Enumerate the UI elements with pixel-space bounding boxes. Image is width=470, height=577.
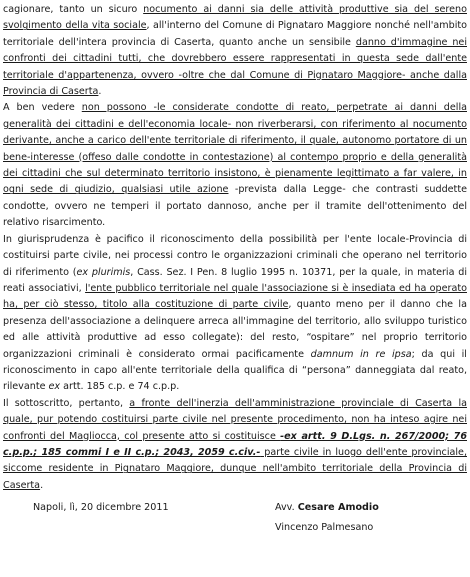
paragraph-jurisprudence	[3, 232, 467, 396]
underlined-text: danno d'immagine nei confronti dei cittadini tutti, che dovrebbero essere rappresentati in questa sede dall'ente territoriale d'appartenenza, ovvero -oltre che dal Comune di Pignataro Maggiore- anche dalla Provincia di Caserta	[3, 36, 467, 98]
text: , Cass. Sez. I Pen. 8 luglio 1995 n. 10371, per la quale, in materia di reati associativi,	[3, 266, 467, 294]
lawyer-signature	[275, 500, 379, 516]
text: -prevista dalla Legge- che contrasti suddette condotte, ovvero ne temperi il portato dannoso, anche per il tramite dell'ottenimento del relativo risarcimento.	[3, 184, 467, 229]
text: , quanto meno per il danno che la presenza dell'associazione a delinquere arreca all'immagine del territorio, allo sviluppo turistico ed alle attività produttive ad esso collegate): del resto, “ospitare” nel proprio territorio organizzazioni criminali è considerato ormai pacificamente	[3, 299, 467, 360]
text: ; da qui il riconoscimento in capo all'ente territoriale della qualifica di “persona” danneggiata dal reato, rilevante	[3, 348, 467, 393]
text: A ben vedere	[3, 102, 82, 114]
lawyer-prefix: Avv.	[275, 502, 298, 514]
legal-reference: -ex artt. 9 D.Lgs. n. 267/2000; 76 c.p.p.; 185 commi I e II c.p.; 2043, 2059 c.civ.-	[3, 430, 467, 458]
italic-text: damnum in re ipsa	[310, 348, 412, 360]
text: cagionare, tanto un sicuro	[3, 4, 144, 15]
paragraph-legitimacy	[3, 100, 467, 231]
place-date: Napoli, lì, 20 dicembre 2011	[33, 502, 169, 514]
italic-text: ex	[48, 381, 61, 393]
co-signer-name: Vincenzo Palmesano	[275, 522, 374, 534]
lawyer-name: Cesare Amodio	[297, 502, 379, 514]
paragraph-constitution	[3, 396, 467, 494]
underlined-text: nocumento ai danni sia delle attività produttive sia del sereno svolgimento della vita sociale	[3, 4, 467, 32]
text: In giurisprudenza è pacifico il riconoscimento della possibilità per l'ente locale-Provincia di costituirsi parte civile, nei processi contro le organizzazioni criminali che operano nel territorio di riferimento (	[3, 233, 467, 278]
text: artt. 185 c.p. e 74 c.p.p.	[60, 381, 180, 393]
underlined-text: non possono -le considerate condotte di reato, perpetrate ai danni della generalità dei cittadini e dell'economia locale- non riverberarsi, con riferimento al nocumento derivante, anche a carico dell'ente territoriale di riferimento, il quale, autonomo portatore di un bene-interesse (offeso dalle condotte in contestazione) al contempo proprio e della generalità dei cittadini che sul determinato territorio insistono, è pienamente legittimato a far valere, in ogni sede di giudizio, qualsiasi utile azione	[3, 102, 467, 196]
text: , all'interno del Comune di Pignataro Maggiore nonché nell'ambito territoriale dell'intera provincia di Caserta, quanto anche un sensibile	[3, 20, 467, 48]
italic-text: ex plurimis	[76, 266, 131, 278]
text: Il sottoscritto, pertanto,	[3, 397, 130, 409]
text: .	[40, 479, 44, 491]
underlined-text: l'ente pubblico territoriale nel quale l'associazione si è insediata ed ha operato ha, per ciò stesso, titolo alla costituzione di parte civile	[3, 282, 467, 311]
underlined-text: parte civile in luogo dell'ente provinciale, siccome residente in Pignataro Maggiore, dunque nell'ambito territoriale della Provincia di Caserta	[3, 446, 467, 491]
underlined-text: a fronte dell'inerzia dell'amministrazione provinciale di Caserta la quale, pur potendo costituirsi parte civile nel presente procedimento, non ha inteso agire nei confronti del Magliocca, col presente atto si costituisce	[3, 397, 467, 442]
paragraph-damage	[3, 2, 467, 100]
text: .	[98, 86, 102, 98]
signature-block	[3, 500, 467, 544]
